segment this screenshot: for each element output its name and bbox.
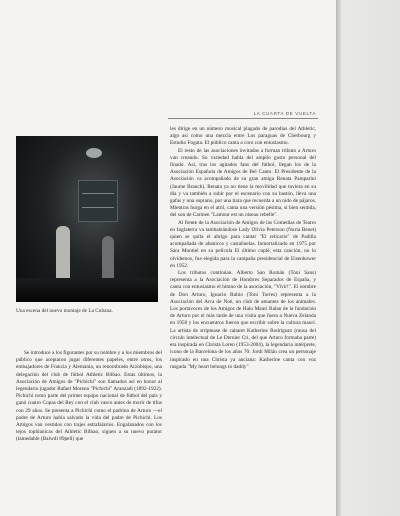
left-text-column <box>16 350 162 444</box>
performer-figure <box>56 226 70 284</box>
header-rule <box>168 118 318 119</box>
paragraph: El resto de las asociaciones invitadas a forman tributo a Arturo van creando. Su variedad habla del amplio gusto personal del finado. Así, tras los agitados fans del fútbol, llegan los de la Asociación Española de Amigos de Bel Canto. El Presidente de la Asociación va acompañado de su gran amiga Renata Pamparini (Jaume Brauch). Renata ya no tiene la movilidad que tuviera en su día y va también a subir por el escenario con su bastón, lleva una gafas y una soprano, por una tiara que recuerda a un nido de pájaros. Mientras hurga en el atril, canta una versión pésima, si bien sentida, del son de Carmen "Lamour est un oiseau rebelle". <box>170 147 316 219</box>
running-head: LA CUARTA DE VUELTA <box>253 111 316 116</box>
photo-caption: Una escena del nuevo montaje de La Cubana. <box>16 308 113 314</box>
paragraph: les dirige en un número musical plagado de parodias del Athletic, algo así como una mezcla entre Los paraguas de Cherbourg y Estudio Fogata. El público canta a coro con entusiasmo. <box>170 126 316 147</box>
stage-lamp <box>86 148 102 158</box>
page-edge <box>336 0 342 516</box>
paragraph: Al frente de la Asociación de Amigos de las Comedias de Teatro en Inglaterra va tambaleándose Lady Olivia Peterson (Nuria Benet) quien se quita el abrigo para cantar "El relicario" de Padilla acompañada de abanicos y castañuelas. Inmortalizado en 1975 por Sara Montiel en su película El último cuplé, esta canción, no lo olvidemos, fue elegida para la campaña presidencial de Eisenhower en 1952. <box>170 219 316 269</box>
stage-shelf <box>78 180 118 222</box>
paragraph: Se introduce a los figurantes por su nombre y a los miembros del público que aceptaron jugar diferentes papeles, entre otros, los embajadores de Francia y Alemania, un renombrado Arzobispo, una delegación del club de fútbol Athletic Bilbao. Estas últimos, la Asociación de Amigos de "Pichichi" son llamados así en honor al legendario jugador Rafael Moreno "Pichichi" Aranzadi (1892-1922). Pichichi tomó parte del primer equipo nacional de fútbol del país y ganó cuatro Copas del Rey con el club vasco antes de morir de tifus con 29 años. Se presenta a Pichichi como el padrino de Arturo —el padre de Arturo había salvado la vida del padre de Pichichi. Los Amigos van vestidos con trajes estrafalarios. Engalanados con los tejos tophlanicas del Athletic Bilbao, siguen a su nuevo purator (lamedable (Balwdi 89pell) que <box>16 350 162 443</box>
right-text-column <box>170 126 316 371</box>
stage-photo <box>16 136 158 302</box>
stage-floor <box>16 278 158 302</box>
performer-figure <box>102 236 114 284</box>
paragraph: Los tributos continúan. Alberto San Román (Toni Sans) representa a la Asociación de Hombres Separados de España, y canta con entusiasmo el himno de la asociación, "Vivir!". El nombre de Don Arturo, Ignacio Rubio (Toni Torres) representa a la Asociación del Arca de Noé, un club de amantes de los animales. Los portavoces de los Amigos de Halo Mauri Balan de la fundación de Arturo por el más tarde de una visita que fuera a Nueva Zelanda en 1958 y los encuentros fueron que escribir sobre la cultura maorí. La artista de striptease de cabaret Katherine Rodriguez (musa del círculo intelectual de Le Dernier Cri, del que Arturo formaba parte) era inspirada en Christa Loren (1953-2004), la legendaria intérprete, icono de la Barcelona de los años 70. Jordi Milán crea un personaje inspirado en una Christa ya anciana: Katherine canta con voz rasgada "My heart belongs to daddy" <box>170 270 316 370</box>
